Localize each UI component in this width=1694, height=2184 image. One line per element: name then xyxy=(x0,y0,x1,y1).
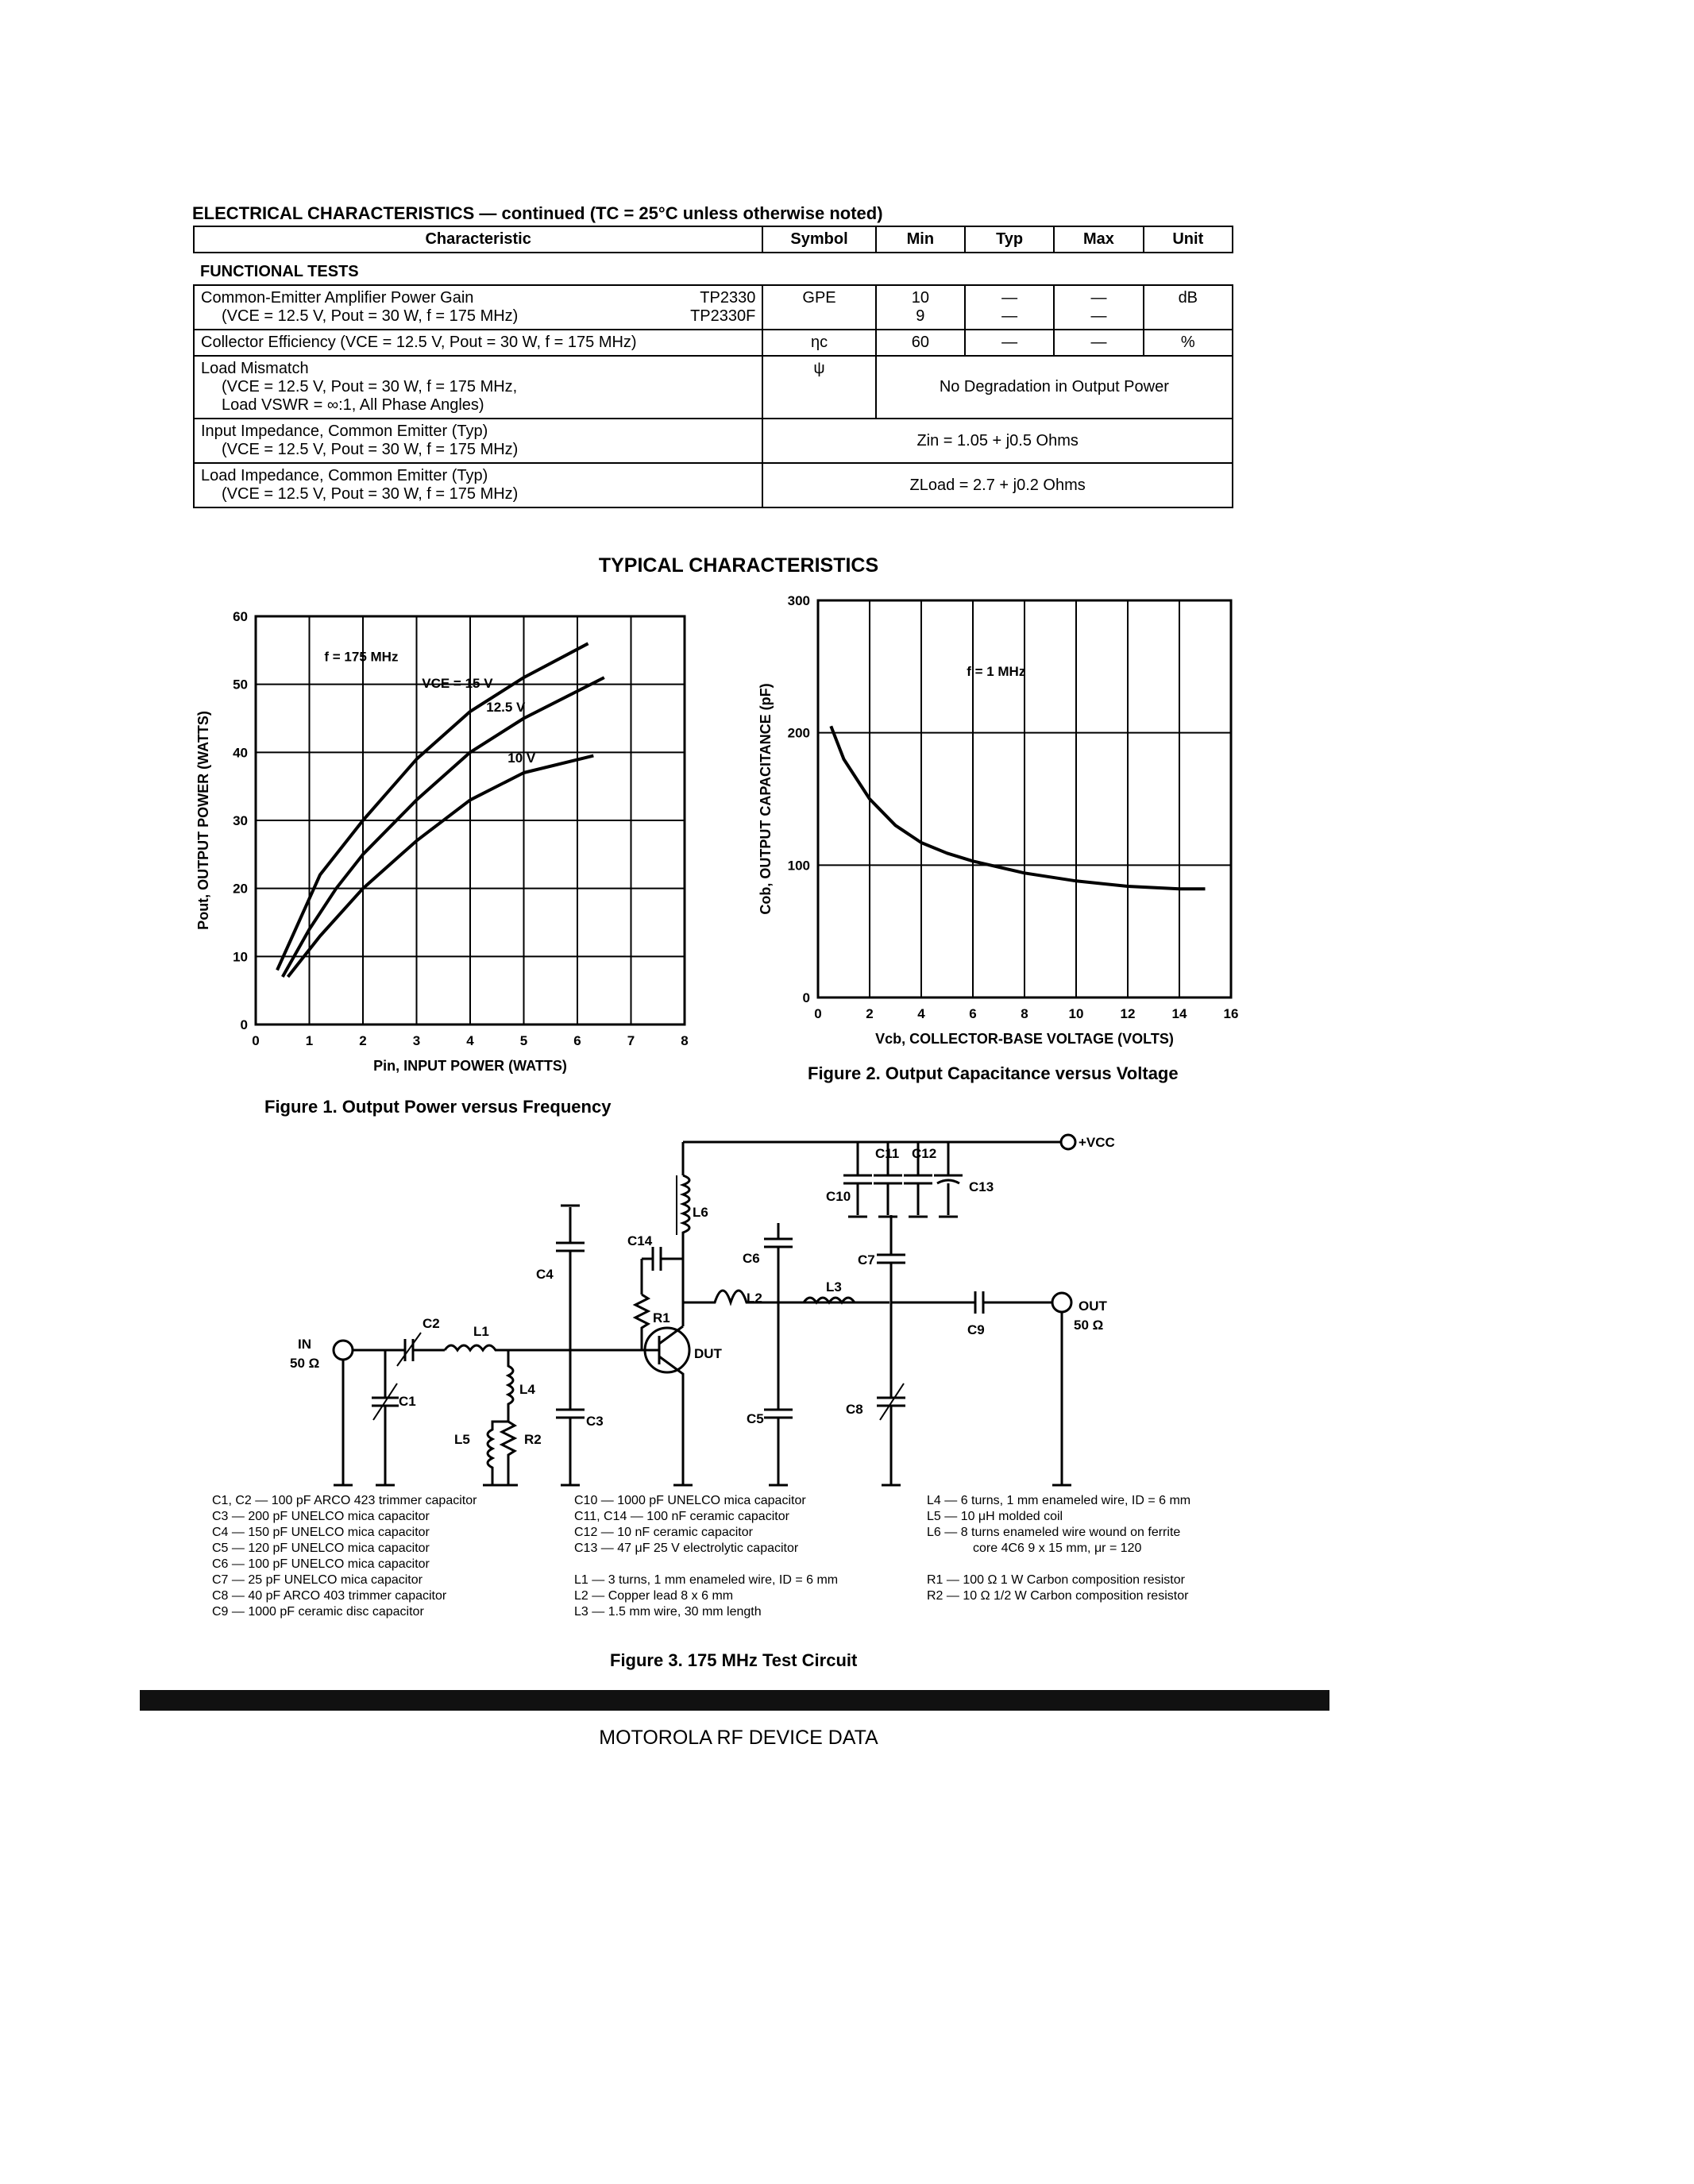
row-symbol: GPE xyxy=(762,285,875,330)
x-tick-label: 0 xyxy=(252,1033,260,1048)
series-label: VCE = 15 V xyxy=(422,675,493,691)
table-row xyxy=(194,356,1233,419)
legend-line: C5 — 120 pF UNELCO mica capacitor xyxy=(212,1542,430,1555)
label-c14: C14 xyxy=(627,1233,653,1248)
header-characteristic: Characteristic xyxy=(194,226,762,253)
series-line xyxy=(283,677,604,977)
label-l1: L1 xyxy=(473,1324,489,1339)
y-tick-label: 0 xyxy=(240,1017,248,1032)
y-tick-label: 100 xyxy=(787,858,810,874)
x-tick-label: 4 xyxy=(466,1033,474,1048)
x-tick-label: 8 xyxy=(681,1033,689,1048)
vcc-terminal xyxy=(1061,1135,1075,1149)
c14-symbol xyxy=(642,1247,683,1271)
x-tick-label: 0 xyxy=(814,1006,822,1021)
legend-line: L6 — 8 turns enameled wire wound on ferrite xyxy=(927,1526,1181,1539)
table-row xyxy=(194,330,1233,356)
label-c12: C12 xyxy=(912,1146,937,1161)
label-c8: C8 xyxy=(846,1402,863,1417)
label-c4: C4 xyxy=(536,1267,554,1282)
char-line: (VCE = 12.5 V, Pout = 30 W, f = 175 MHz, xyxy=(222,378,518,396)
label-r1: R1 xyxy=(653,1310,670,1325)
row-char xyxy=(194,419,762,463)
ec-title: ELECTRICAL CHARACTERISTICS — continued (TC = 25°C unless otherwise noted) xyxy=(192,203,883,223)
legend-line: C7 — 25 pF UNELCO mica capacitor xyxy=(212,1573,423,1587)
typical-characteristics-title: TYPICAL CHARACTERISTICS xyxy=(598,554,879,577)
chart-output-power xyxy=(175,588,731,1096)
char-line: (VCE = 12.5 V, Pout = 30 W, f = 175 MHz) xyxy=(222,485,519,503)
x-tick-label: 5 xyxy=(519,1033,528,1048)
label-c9: C9 xyxy=(967,1322,985,1337)
label-c7: C7 xyxy=(858,1252,875,1268)
y-axis-label: Cob, OUTPUT CAPACITANCE (pF) xyxy=(758,683,774,915)
legend-line: R2 — 10 Ω 1/2 W Carbon composition resistor xyxy=(927,1589,1189,1603)
header-unit: Unit xyxy=(1144,226,1233,253)
legend-column-1 xyxy=(212,1493,477,1620)
figure-2-caption: Figure 2. Output Capacitance versus Voltage xyxy=(808,1063,1179,1083)
label-vcc: +VCC xyxy=(1079,1135,1115,1150)
legend-line: C6 — 100 pF UNELCO mica capacitor xyxy=(212,1557,430,1571)
y-tick-label: 20 xyxy=(233,881,248,897)
c9-symbol xyxy=(891,1291,1052,1314)
x-tick-label: 2 xyxy=(359,1033,367,1048)
row-span-value: Zin = 1.05 + j0.5 Ohms xyxy=(762,419,1233,463)
x-tick-label: 16 xyxy=(1223,1006,1239,1021)
x-tick-label: 12 xyxy=(1120,1006,1136,1021)
output-terminal xyxy=(1052,1293,1071,1312)
x-tick-label: 3 xyxy=(412,1033,421,1048)
legend-line: C9 — 1000 pF ceramic disc capacitor xyxy=(212,1605,424,1619)
label-l2: L2 xyxy=(747,1291,762,1306)
label-c10: C10 xyxy=(826,1189,851,1204)
row-char xyxy=(194,356,762,419)
part-1: TP2330 xyxy=(700,289,756,307)
l1-coil xyxy=(445,1345,570,1350)
section-functional-tests: FUNCTIONAL TESTS xyxy=(194,253,1233,285)
legend-column-3 xyxy=(927,1493,1190,1604)
c4-symbol xyxy=(556,1207,585,1350)
char-line: (VCE = 12.5 V, Pout = 30 W, f = 175 MHz) xyxy=(222,307,519,325)
row-char: Collector Efficiency (VCE = 12.5 V, Pout = 30 W, f = 175 MHz) xyxy=(194,330,762,356)
chart-output-capacitance xyxy=(754,588,1279,1064)
row-unit: dB xyxy=(1144,285,1233,330)
legend-spacer xyxy=(927,1557,1190,1572)
c6-symbol xyxy=(764,1223,793,1302)
label-r2: R2 xyxy=(524,1432,542,1447)
table-row xyxy=(194,285,1233,330)
c13-symbol xyxy=(934,1142,963,1215)
char-line: Input Impedance, Common Emitter (Typ) xyxy=(201,423,488,440)
y-tick-label: 10 xyxy=(233,949,248,965)
header-min: Min xyxy=(876,226,965,253)
legend-line: L3 — 1.5 mm wire, 30 mm length xyxy=(574,1605,762,1619)
electrical-characteristics-table xyxy=(193,226,1233,508)
char-line: Load Mismatch xyxy=(201,360,309,377)
figure-3-caption: Figure 3. 175 MHz Test Circuit xyxy=(610,1650,858,1670)
label-c1: C1 xyxy=(399,1394,416,1409)
label-in: IN xyxy=(298,1337,311,1352)
figure-1-caption: Figure 1. Output Power versus Frequency xyxy=(264,1097,612,1117)
legend-line: L4 — 6 turns, 1 mm enameled wire, ID = 6 mm xyxy=(927,1494,1191,1507)
row-typ: — — xyxy=(965,285,1054,330)
table-row xyxy=(194,463,1233,507)
label-l3: L3 xyxy=(826,1279,842,1295)
legend-line: R1 — 100 Ω 1 W Carbon composition resistor xyxy=(927,1573,1185,1587)
footer-bar xyxy=(140,1690,1329,1711)
legend-column-2 xyxy=(574,1493,838,1620)
series-line xyxy=(288,756,594,977)
x-tick-label: 10 xyxy=(1068,1006,1084,1021)
series-label: 10 V xyxy=(507,751,536,766)
label-l6: L6 xyxy=(693,1205,708,1220)
part-2: TP2330F xyxy=(690,307,756,325)
char-line: Common-Emitter Amplifier Power Gain xyxy=(201,289,474,307)
y-axis-label: Pout, OUTPUT POWER (WATTS) xyxy=(195,711,211,930)
c10-symbol xyxy=(843,1142,872,1215)
chart-annotation: f = 175 MHz xyxy=(324,649,399,665)
input-terminal xyxy=(334,1341,353,1360)
y-tick-label: 0 xyxy=(802,990,810,1005)
x-tick-label: 1 xyxy=(305,1033,314,1048)
test-circuit-schematic xyxy=(270,1128,1302,1509)
y-tick-label: 40 xyxy=(233,745,248,761)
row-symbol: ψ xyxy=(762,356,875,419)
x-axis-label: Vcb, COLLECTOR-BASE VOLTAGE (VOLTS) xyxy=(875,1031,1174,1047)
part-numbers xyxy=(690,289,755,326)
table-row xyxy=(194,419,1233,463)
x-tick-label: 6 xyxy=(969,1006,977,1021)
legend-line: C12 — 10 nF ceramic capacitor xyxy=(574,1526,753,1539)
label-c3: C3 xyxy=(586,1414,604,1429)
y-tick-label: 50 xyxy=(233,677,248,693)
legend-line: L5 — 10 μH molded coil xyxy=(927,1510,1063,1523)
char-line: Load Impedance, Common Emitter (Typ) xyxy=(201,467,488,484)
legend-line: L2 — Copper lead 8 x 6 mm xyxy=(574,1589,734,1603)
label-c5: C5 xyxy=(747,1411,764,1426)
row-symbol: ηc xyxy=(762,330,875,356)
label-c13: C13 xyxy=(969,1179,994,1194)
c8-symbol xyxy=(877,1302,905,1485)
legend-line: C3 — 200 pF UNELCO mica capacitor xyxy=(212,1510,430,1523)
table-header-row xyxy=(194,226,1233,253)
c5-symbol xyxy=(764,1302,793,1485)
legend-line: L1 — 3 turns, 1 mm enameled wire, ID = 6 mm xyxy=(574,1573,839,1587)
header-symbol: Symbol xyxy=(762,226,875,253)
y-tick-label: 30 xyxy=(233,813,248,828)
label-out-ohm: 50 Ω xyxy=(1074,1318,1104,1333)
l4-coil xyxy=(508,1350,513,1422)
legend-line: C1, C2 — 100 pF ARCO 423 trimmer capacitor xyxy=(212,1494,477,1507)
label-l5: L5 xyxy=(454,1432,470,1447)
y-tick-label: 60 xyxy=(233,609,248,624)
label-l4: L4 xyxy=(519,1382,535,1397)
row-char xyxy=(194,463,762,507)
legend-line: C10 — 1000 pF UNELCO mica capacitor xyxy=(574,1494,806,1507)
legend-line: core 4C6 9 x 15 mm, μr = 120 xyxy=(973,1542,1142,1555)
row-char xyxy=(194,285,762,330)
label-out: OUT xyxy=(1079,1298,1107,1314)
y-tick-label: 300 xyxy=(787,593,810,608)
legend-line: C4 — 150 pF UNELCO mica capacitor xyxy=(212,1526,430,1539)
legend-spacer xyxy=(574,1557,838,1572)
row-max: — — xyxy=(1054,285,1143,330)
legend-line: C13 — 47 μF 25 V electrolytic capacitor xyxy=(574,1542,799,1555)
c3-symbol xyxy=(556,1350,585,1485)
x-axis-label: Pin, INPUT POWER (WATTS) xyxy=(373,1058,567,1074)
label-c11: C11 xyxy=(875,1146,900,1161)
char-line: (VCE = 12.5 V, Pout = 30 W, f = 175 MHz) xyxy=(222,441,519,458)
series-label: 12.5 V xyxy=(486,699,526,715)
x-tick-label: 7 xyxy=(627,1033,635,1048)
row-unit: % xyxy=(1144,330,1233,356)
row-min: 60 xyxy=(876,330,965,356)
label-dut: DUT xyxy=(694,1346,722,1361)
footer-text: MOTOROLA RF DEVICE DATA xyxy=(599,1727,878,1749)
legend-line: C8 — 40 pF ARCO 403 trimmer capacitor xyxy=(212,1589,447,1603)
header-typ: Typ xyxy=(965,226,1054,253)
label-c2: C2 xyxy=(423,1316,440,1331)
label-in-ohm: 50 Ω xyxy=(290,1356,320,1371)
char-line: Load VSWR = ∞:1, All Phase Angles) xyxy=(222,396,484,414)
x-tick-label: 4 xyxy=(917,1006,925,1021)
x-tick-label: 8 xyxy=(1021,1006,1028,1021)
row-span-value: No Degradation in Output Power xyxy=(876,356,1233,419)
legend-line: C11, C14 — 100 nF ceramic capacitor xyxy=(574,1510,789,1523)
row-span-value: ZLoad = 2.7 + j0.2 Ohms xyxy=(762,463,1233,507)
y-tick-label: 200 xyxy=(787,725,810,741)
row-min: 10 9 xyxy=(876,285,965,330)
section-row xyxy=(194,253,1233,285)
c7-symbol xyxy=(877,1215,905,1302)
x-tick-label: 2 xyxy=(866,1006,874,1021)
c2-symbol xyxy=(353,1339,445,1361)
label-c6: C6 xyxy=(743,1251,760,1266)
r2-symbol xyxy=(502,1422,515,1485)
row-typ: — xyxy=(965,330,1054,356)
l6-coil xyxy=(683,1175,689,1243)
row-max: — xyxy=(1054,330,1143,356)
series-line xyxy=(277,643,588,970)
chart-annotation: f = 1 MHz xyxy=(967,664,1026,679)
x-tick-label: 6 xyxy=(573,1033,581,1048)
header-max: Max xyxy=(1054,226,1143,253)
x-tick-label: 14 xyxy=(1171,1006,1187,1021)
